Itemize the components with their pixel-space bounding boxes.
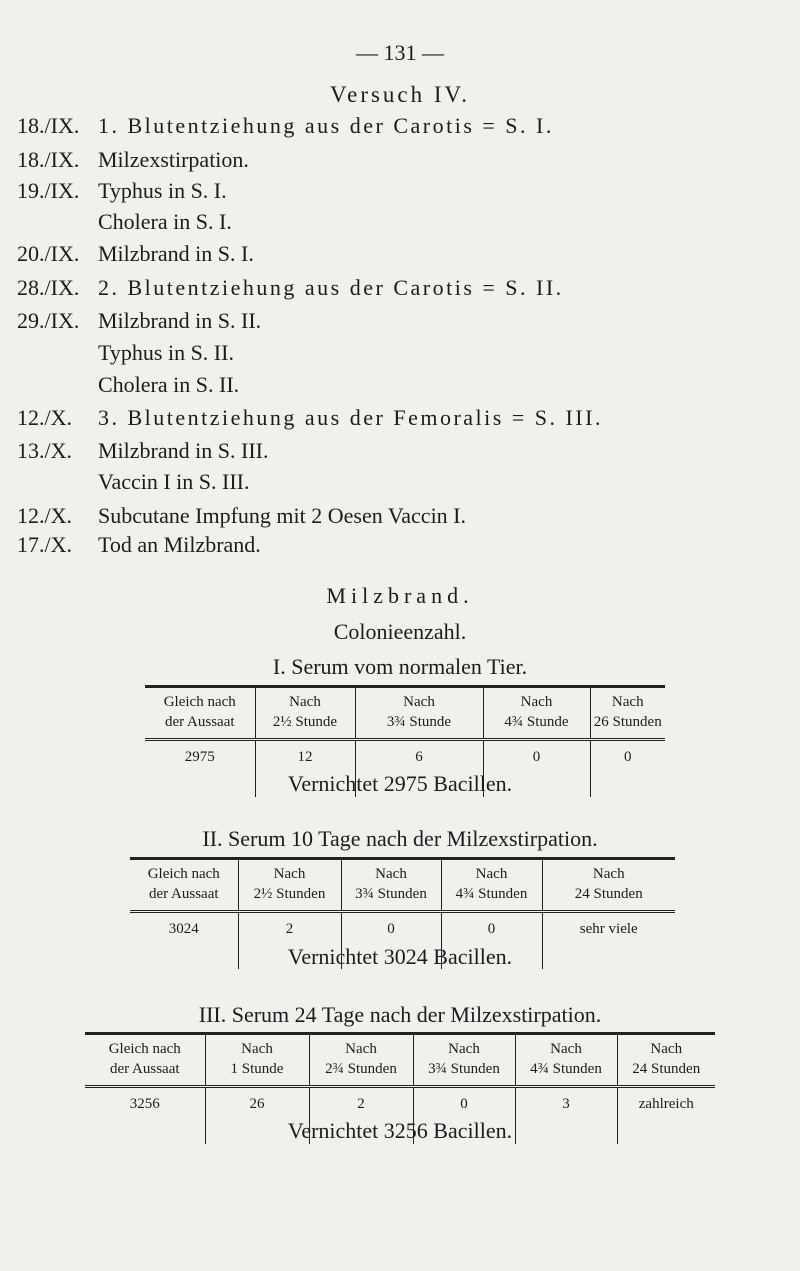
header-cell: Nach 3¾ Stunden (413, 1034, 515, 1087)
value-cell: 0 (441, 912, 542, 970)
value-cell: 3 (515, 1087, 617, 1145)
value-cell: 0 (413, 1087, 515, 1145)
table-summary: Vernichtet 3256 Bacillen. (287, 1118, 513, 1143)
header-cell: Nach 3¾ Stunden (341, 859, 441, 912)
section-subtitle: Colonieenzahl. (333, 619, 467, 644)
log-date: 18./IX. (17, 113, 80, 138)
table-title: II. Serum 10 Tage nach der Milzexstirpation. (202, 826, 598, 851)
header-cell: Gleich nach der Aussaat (145, 687, 255, 740)
value-cell: 3256 (129, 1096, 160, 1112)
log-date: 28./IX. (17, 275, 80, 300)
log-text: 2. Blutentziehung aus der Carotis = S. II. (98, 275, 564, 300)
log-text: Cholera in S. I. (98, 209, 232, 234)
value-cell: zahlreich (617, 1087, 715, 1145)
header-cell: Nach 3¾ Stunde (355, 687, 483, 740)
value-cell: 2 (309, 1087, 413, 1145)
section-title: Milzbrand. (326, 583, 474, 608)
header-cell: Gleich nach der Aussaat (85, 1034, 205, 1087)
header-row (145, 687, 665, 740)
log-text: Milzbrand in S. III. (98, 438, 269, 463)
header-cell: Nach 24 Stunden (617, 1034, 715, 1087)
value-cell: sehr viele (542, 912, 675, 970)
experiment-title: Versuch IV. (330, 82, 470, 107)
table-title: III. Serum 24 Tage nach der Milzexstirpation. (198, 1002, 602, 1027)
header-cell: Nach 24 Stunden (542, 859, 675, 912)
value-cell: 12 (255, 740, 355, 798)
log-date: 17./X. (17, 532, 72, 557)
value-cell: 0 (483, 740, 590, 798)
value-cell: 2975 (184, 749, 215, 765)
log-text: Milzexstirpation. (98, 147, 249, 172)
header-cell: Nach 4¾ Stunde (483, 687, 590, 740)
header-cell: Nach 2½ Stunden (238, 859, 341, 912)
header-cell: Nach 1 Stunde (205, 1034, 309, 1087)
log-text: Vaccin I in S. III. (98, 469, 250, 494)
log-text: Milzbrand in S. II. (98, 308, 262, 333)
log-text: Typhus in S. I. (98, 178, 227, 203)
log-text: 3. Blutentziehung aus der Femoralis = S. III. (98, 405, 603, 430)
value-cell: 0 (590, 740, 665, 798)
log-date: 20./IX. (17, 241, 80, 266)
log-date: 13./X. (17, 438, 72, 463)
log-date: 18./IX. (17, 147, 80, 172)
log-text: Subcutane Impfung mit 2 Oesen Vaccin I. (98, 503, 467, 528)
table-title: I. Serum vom normalen Tier. (272, 654, 528, 679)
table-summary: Vernichtet 3024 Bacillen. (287, 944, 513, 969)
page-number: — 131 — (356, 40, 444, 65)
header-row (130, 859, 675, 912)
value-cell: 2 (238, 912, 341, 970)
value-cell: 3024 (168, 921, 199, 937)
header-cell: Nach 26 Stunden (590, 687, 665, 740)
log-date: 12./X. (17, 405, 72, 430)
log-text: Tod an Milzbrand. (98, 532, 261, 557)
header-row (85, 1034, 715, 1087)
value-cell: 0 (341, 912, 441, 970)
header-cell: Nach 4¾ Stunden (515, 1034, 617, 1087)
log-date: 29./IX. (17, 308, 80, 333)
header-cell: Nach 2¾ Stunden (309, 1034, 413, 1087)
value-cell: 26 (205, 1087, 309, 1145)
log-text: 1. Blutentziehung aus der Carotis = S. I. (98, 113, 554, 138)
table-summary: Vernichtet 2975 Bacillen. (287, 771, 513, 796)
value-cell: 6 (355, 740, 483, 798)
log-text: Typhus in S. II. (98, 340, 234, 365)
log-date: 19./IX. (17, 178, 80, 203)
log-text: Milzbrand in S. I. (98, 241, 254, 266)
header-cell: Nach 4¾ Stunden (441, 859, 542, 912)
header-cell: Nach 2½ Stunde (255, 687, 355, 740)
log-text: Cholera in S. II. (98, 372, 240, 397)
header-cell: Gleich nach der Aussaat (130, 859, 238, 912)
log-date: 12./X. (17, 503, 72, 528)
